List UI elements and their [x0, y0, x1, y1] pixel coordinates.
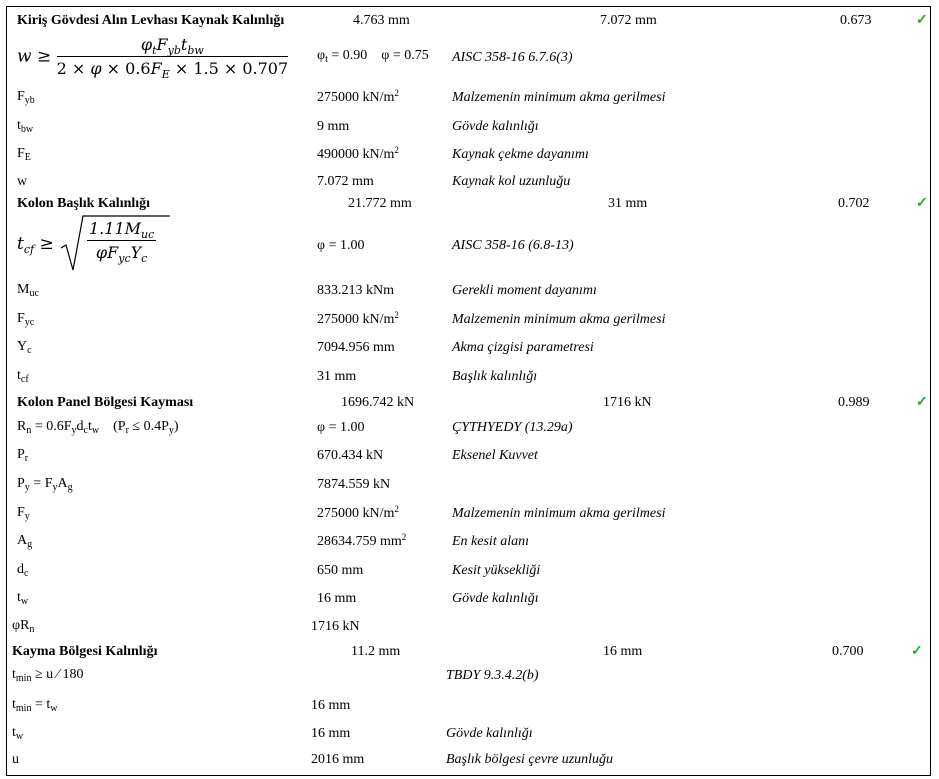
description: Gövde kalınlığı: [446, 726, 533, 741]
value: 2016 mm: [311, 752, 365, 767]
value: 7094.956 mm: [317, 340, 395, 355]
value: 16 mm: [311, 726, 351, 741]
description: Malzemenin minimum akma gerilmesi: [452, 506, 666, 521]
formula-weld-thickness: w ≥ $\frac{\varphi_tF_{yb}t_{bw}}{2 \times \varphi \times 0.6F_E \times 1.5 \times 0.707}$: [17, 35, 289, 81]
symbol: u: [12, 752, 19, 767]
description: Gövde kalınlığı: [452, 119, 539, 134]
symbol: $A_g$: [17, 533, 33, 550]
description: Başlık kalınlığı: [452, 369, 538, 384]
symbol: $P_r$: [17, 447, 29, 464]
value: 650 mm: [317, 563, 364, 578]
symbol: $Y_c$: [17, 339, 32, 356]
section-title: Kolon Başlık Kalınlığı: [17, 196, 151, 211]
provided-value: 16 mm: [603, 644, 643, 659]
provided-value: 1716 kN: [603, 395, 652, 410]
symbol: $F_{yb}$: [17, 89, 35, 106]
ratio-value: 0.989: [838, 395, 870, 410]
ratio-value: 0.702: [838, 196, 870, 211]
symbol: $F_y$: [17, 505, 30, 522]
description: Eksenel Kuvvet: [452, 448, 538, 463]
provided-value: 7.072 mm: [600, 13, 657, 28]
section-title: Kolon Panel Bölgesi Kayması: [17, 395, 194, 410]
description: Başlık bölgesi çevre uzunluğu: [446, 752, 614, 767]
value: 31 mm: [317, 369, 357, 384]
reference-text: AISC 358-16 6.7.6(3): [452, 50, 573, 65]
description: En kesit alanı: [452, 534, 529, 549]
symbol: $t_w$: [17, 590, 29, 607]
symbol: $t_{cf}$: [17, 368, 29, 385]
value: 275000 $kN/m^2$: [317, 310, 399, 327]
required-value: 4.763 mm: [353, 13, 410, 28]
value: 1716 kN: [311, 619, 360, 634]
symbol: $t_{min} = t_w$: [12, 697, 58, 714]
description: Gerekli moment dayanımı: [452, 283, 597, 298]
symbol: $t_{bw}$: [17, 118, 34, 135]
check-icon: ✓: [916, 395, 928, 410]
ratio-value: 0.673: [840, 13, 872, 28]
description: Malzemenin minimum akma gerilmesi: [452, 90, 666, 105]
value: 16 mm: [311, 698, 351, 713]
reference-text: AISC 358-16 (6.8-13): [452, 238, 574, 253]
symbol: $\varphi R_n$: [12, 618, 35, 635]
value: 670.434 kN: [317, 448, 384, 463]
value: 275000 $kN/m^2$: [317, 504, 399, 521]
symbol: $M_{uc}$: [17, 282, 39, 299]
required-value: 1696.742 kN: [341, 395, 415, 410]
description: Malzemenin minimum akma gerilmesi: [452, 312, 666, 327]
symbol: $F_{yc}$: [17, 311, 35, 328]
params-text: φ = 1.00: [317, 238, 365, 253]
symbol: w: [17, 174, 28, 189]
section-title: Kiriş Gövdesi Alın Levhası Kaynak Kalınlığı: [17, 13, 285, 28]
value: 7.072 mm: [317, 174, 374, 189]
params-text: φ = 1.00: [317, 420, 365, 435]
value: 28634.759 $mm^2$: [317, 532, 407, 549]
description: Gövde kalınlığı: [452, 591, 539, 606]
required-value: 21.772 mm: [348, 196, 412, 211]
formula-panel-shear: $R_n = 0.6F_yd_ct_w$ $(P_r \le 0.4P_y)$: [17, 419, 179, 436]
value: 7874.559 kN: [317, 477, 391, 492]
value: 16 mm: [317, 591, 357, 606]
symbol: $F_E$: [17, 146, 31, 163]
value: 833.213 kNm: [317, 283, 394, 298]
description: Kesit yüksekliği: [452, 563, 541, 578]
symbol: $P_y = F_yA_g$: [17, 476, 73, 493]
value: 490000 $kN/m^2$: [317, 145, 399, 162]
ratio-value: 0.700: [832, 644, 864, 659]
provided-value: 31 mm: [608, 196, 648, 211]
check-icon: ✓: [911, 644, 923, 659]
params-text: $\varphi_t = 0.90$ φ = 0.75: [317, 48, 429, 65]
symbol: $d_c$: [17, 562, 29, 579]
description: Akma çizgisi parametresi: [452, 340, 594, 355]
symbol: $t_w$: [12, 725, 24, 742]
required-value: 11.2 mm: [351, 644, 401, 659]
description: Kaynak kol uzunluğu: [452, 174, 571, 189]
formula-min-thickness: $t_{min} \ge u$ ⁄ 180: [12, 667, 84, 684]
check-icon: ✓: [916, 196, 928, 211]
value: 275000 $kN/m^2$: [317, 88, 399, 105]
section-title: Kayma Bölgesi Kalınlığı: [12, 644, 158, 659]
reference-text: ÇYTHYEDY (13.29a): [452, 420, 573, 435]
value: 9 mm: [317, 119, 350, 134]
check-icon: ✓: [916, 13, 928, 28]
reference-text: TBDY 9.3.4.2(b): [446, 668, 539, 683]
description: Kaynak çekme dayanımı: [452, 147, 589, 162]
